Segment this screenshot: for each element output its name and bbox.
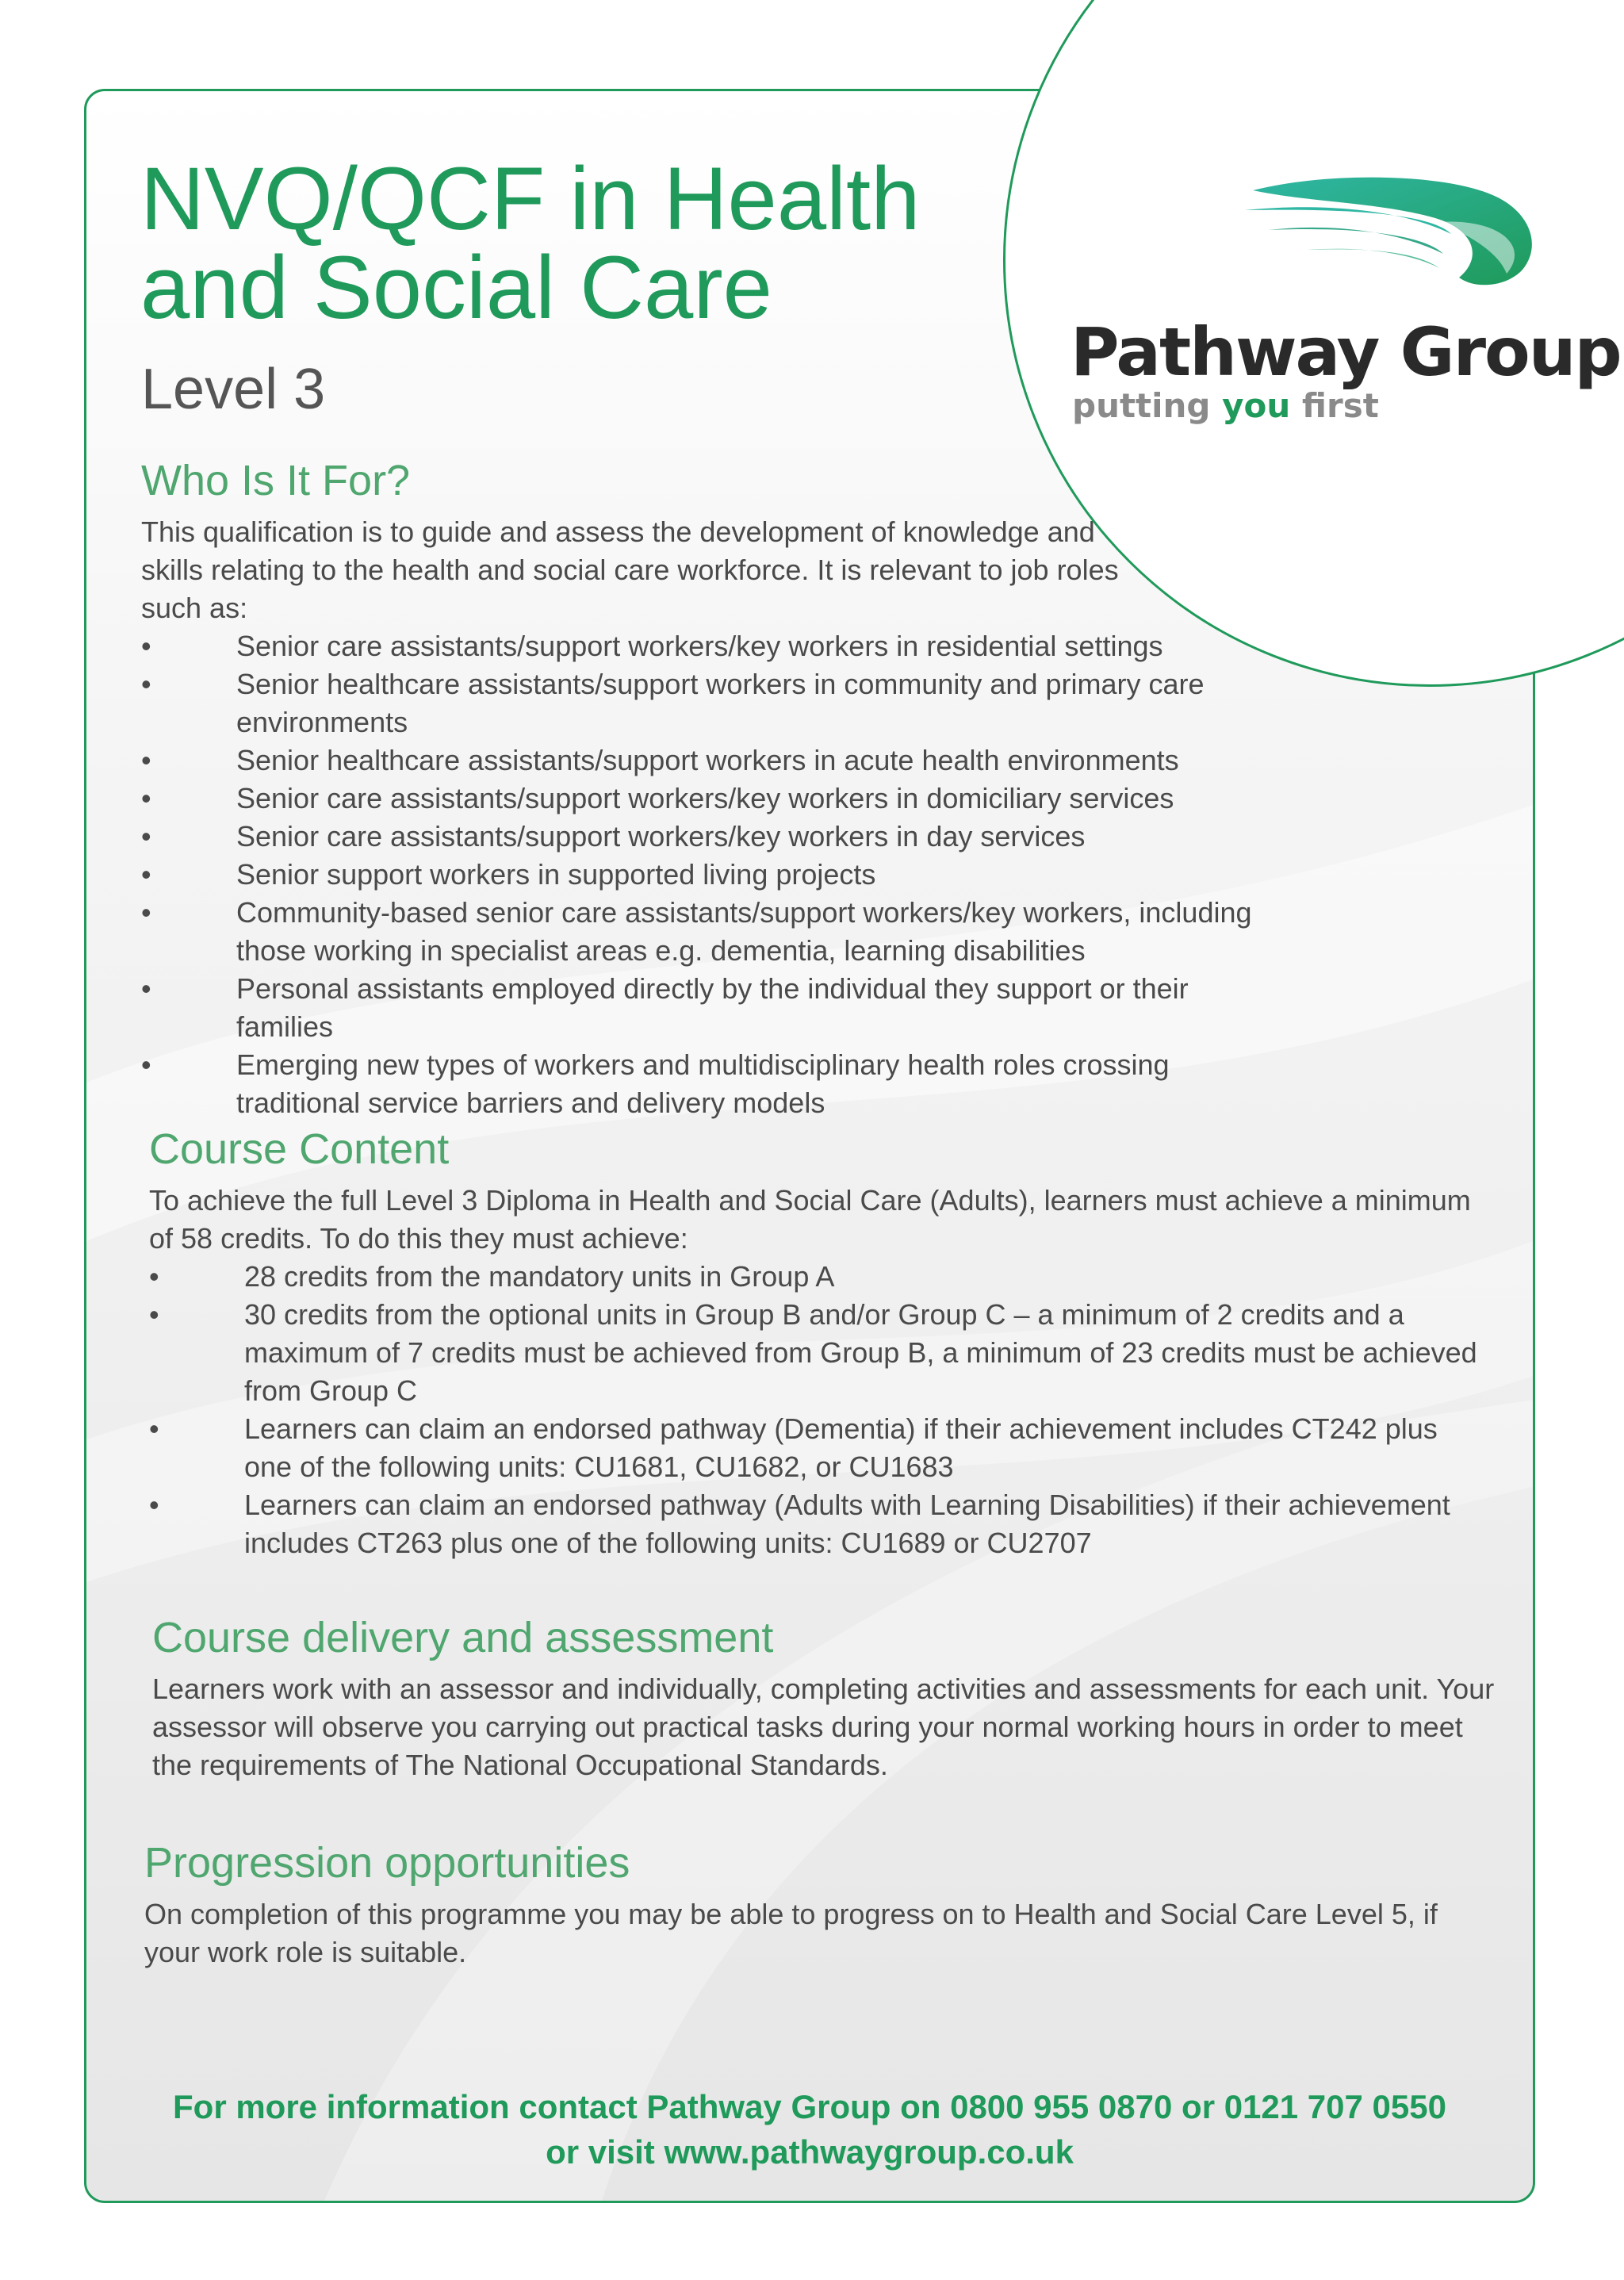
section-heading: Who Is It For? xyxy=(141,457,411,504)
list-item xyxy=(149,1410,1489,1486)
tagline-putting: putting xyxy=(1072,386,1223,425)
list-item xyxy=(141,1046,1267,1122)
list-item-text: Learners can claim an endorsed pathway (Dementia) if their achievement includes CT242 plus one of the following units: CU1681, CU1682, or CU1683 xyxy=(244,1412,1438,1483)
pathway-wave-logo-icon xyxy=(1237,174,1538,289)
bullet-icon: • xyxy=(141,896,151,929)
list-item-text: Community-based senior care assistants/support workers/key workers, including those working in specialist areas e.g. dementia, learning disabilities xyxy=(236,896,1252,967)
list-item xyxy=(149,1258,1489,1296)
bullet-icon: • xyxy=(149,1489,159,1521)
bullet-icon: • xyxy=(149,1298,159,1331)
bullet-icon: • xyxy=(149,1260,159,1293)
title-line-2: and Social Care xyxy=(140,238,772,337)
section-intro: This qualification is to guide and assess the development of knowledge and skills relating to the health and social care workforce. It is relevant to job roles such as: xyxy=(141,515,1119,624)
section-text: On completion of this programme you may be able to progress on to Health and Social Care Level 5, if your work role is suitable. xyxy=(144,1898,1438,1968)
bullet-icon: • xyxy=(141,820,151,853)
list-item-text: Senior care assistants/support workers/key workers in residential settings xyxy=(236,630,1163,662)
contact-line-2: or visit www.pathwaygroup.co.uk xyxy=(546,2133,1074,2171)
list-item-text: Learners can claim an endorsed pathway (Adults with Learning Disabilities) if their achievement includes CT263 plus one of the following units: CU1689 or CU2707 xyxy=(244,1489,1450,1559)
bullet-icon: • xyxy=(141,1048,151,1081)
job-roles-list xyxy=(141,627,1267,1122)
bullet-icon: • xyxy=(141,630,151,662)
list-item-text: Senior healthcare assistants/support workers in acute health environments xyxy=(236,744,1179,776)
tagline-first: first xyxy=(1290,386,1379,425)
list-item xyxy=(141,856,1267,894)
list-item xyxy=(141,627,1267,665)
contact-line-1: For more information contact Pathway Group on 0800 955 0870 or 0121 707 0550 xyxy=(173,2088,1446,2125)
section-heading: Progression opportunities xyxy=(144,1839,630,1887)
list-item xyxy=(141,780,1267,818)
list-item-text: Senior care assistants/support workers/key workers in day services xyxy=(236,820,1086,853)
logo-wordmark: Pathway Group xyxy=(1071,313,1621,391)
section-intro: To achieve the full Level 3 Diploma in Health and Social Care (Adults), learners must achieve a minimum of 58 credits. To do this they must achieve: xyxy=(149,1184,1471,1255)
bullet-icon: • xyxy=(141,782,151,814)
list-item xyxy=(141,894,1267,970)
bullet-icon: • xyxy=(149,1412,159,1445)
section-course-delivery xyxy=(152,1613,1500,1784)
list-item xyxy=(141,741,1267,780)
bullet-icon: • xyxy=(141,972,151,1005)
requirements-list xyxy=(149,1258,1489,1562)
list-item-text: Senior healthcare assistants/support workers in community and primary care environments xyxy=(236,668,1205,738)
section-text: Learners work with an assessor and individually, completing activities and assessments for each unit. Your assessor will observe you carrying out practical tasks during your normal working hours in order to meet the requirements of The National Occupational Standards. xyxy=(152,1673,1495,1781)
bullet-icon: • xyxy=(141,668,151,700)
page-subtitle: Level 3 xyxy=(141,358,326,421)
section-heading: Course delivery and assessment xyxy=(152,1614,774,1661)
bullet-icon: • xyxy=(141,744,151,776)
list-item xyxy=(141,818,1267,856)
list-item-text: Emerging new types of workers and multidisciplinary health roles crossing traditional service barriers and delivery models xyxy=(236,1048,1170,1119)
list-item xyxy=(149,1296,1489,1410)
contact-info xyxy=(84,2084,1535,2175)
list-item-text: Senior support workers in supported living projects xyxy=(236,858,876,891)
list-item-text: Personal assistants employed directly by the individual they support or their families xyxy=(236,972,1189,1043)
section-who-is-it-for xyxy=(141,456,1267,1122)
list-item-text: Senior care assistants/support workers/key workers in domiciliary services xyxy=(236,782,1174,814)
list-item-text: 30 credits from the optional units in Group B and/or Group C – a minimum of 2 credits and a maximum of 7 credits must be achieved from Group B, a minimum of 23 credits must be achieved from Group C xyxy=(244,1298,1477,1407)
list-item xyxy=(141,970,1267,1046)
list-item-text: 28 credits from the mandatory units in Group A xyxy=(244,1260,835,1293)
tagline-you: you xyxy=(1222,386,1291,425)
section-heading: Course Content xyxy=(149,1125,450,1173)
bullet-icon: • xyxy=(141,858,151,891)
logo-tagline xyxy=(1072,386,1379,425)
title-line-1: NVQ/QCF in Health xyxy=(140,149,921,248)
section-progression xyxy=(144,1838,1492,1972)
list-item xyxy=(141,665,1267,741)
section-course-content xyxy=(149,1125,1489,1562)
page-title xyxy=(140,149,921,337)
list-item xyxy=(149,1486,1489,1562)
